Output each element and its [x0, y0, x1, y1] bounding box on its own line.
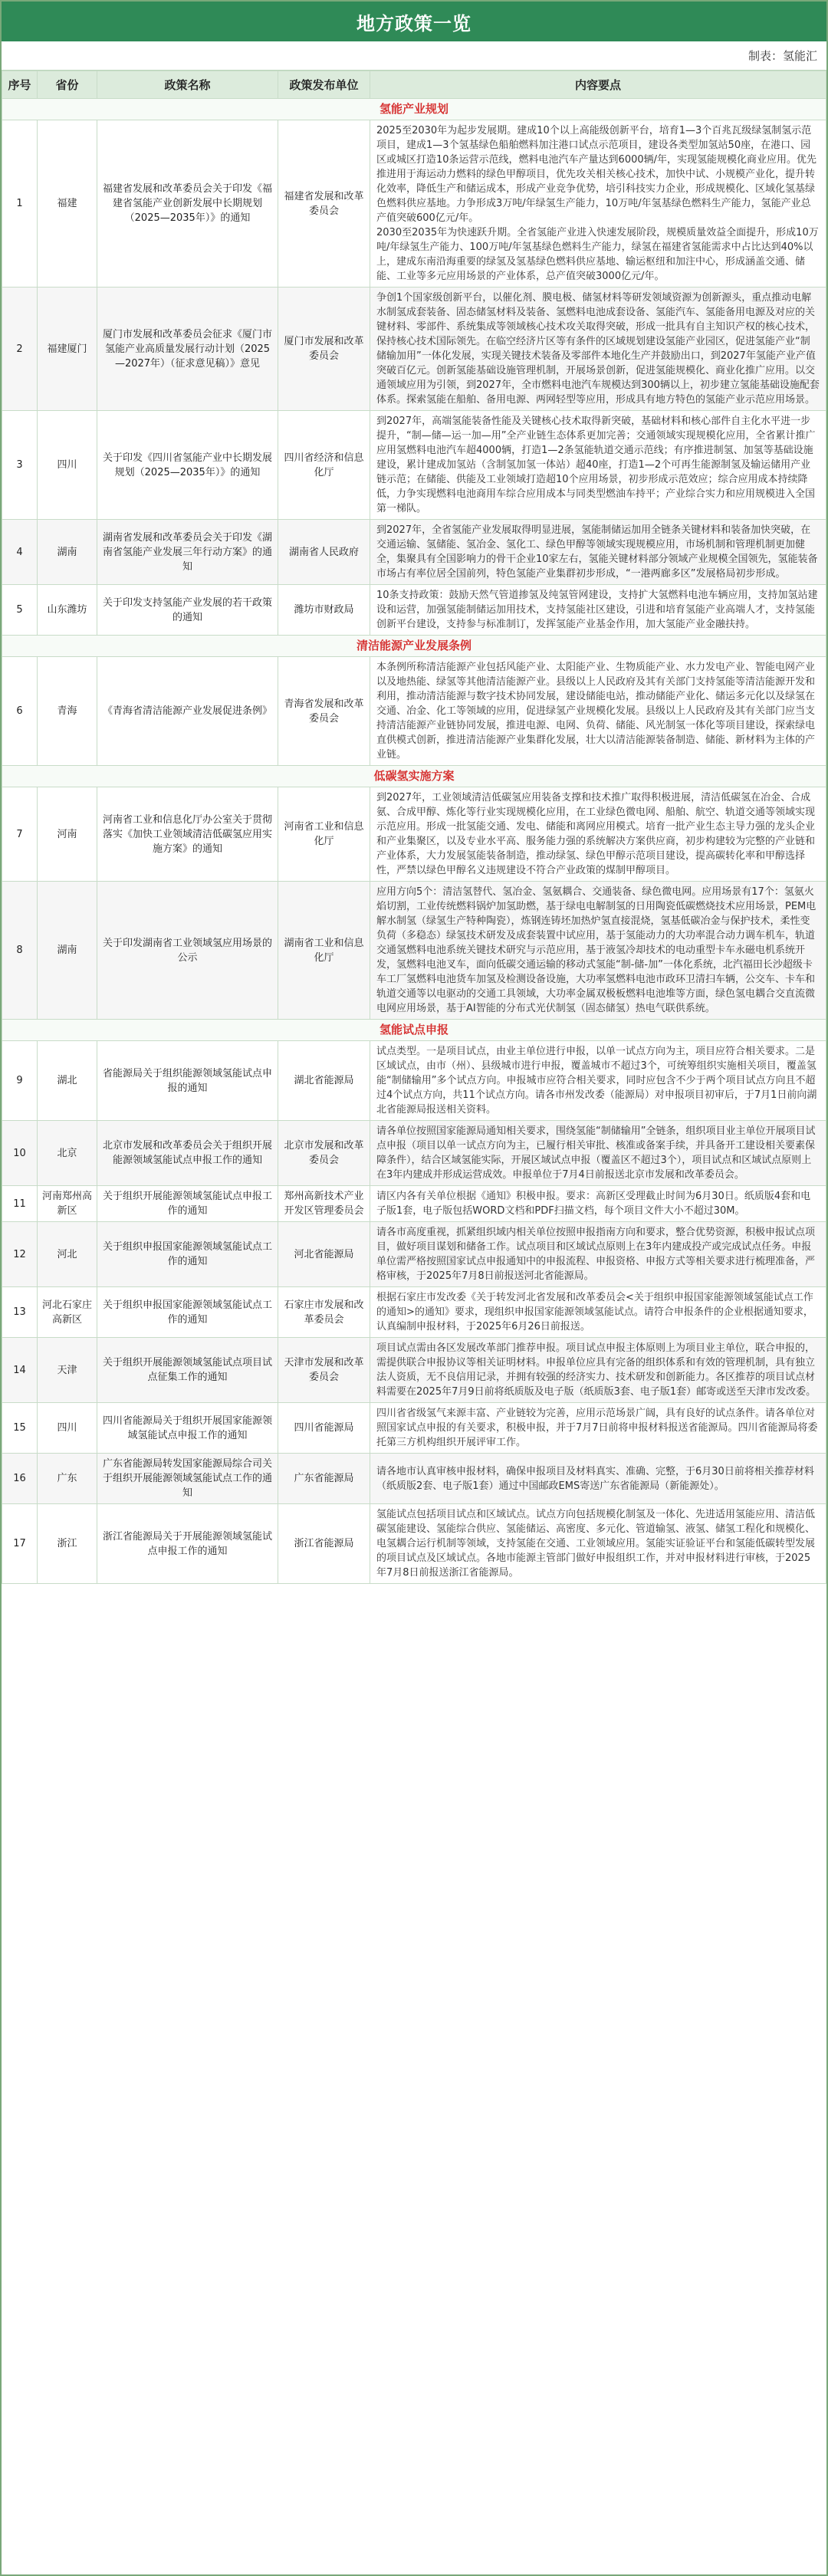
row-number: 4 [2, 520, 38, 585]
content-paragraph: 到2027年，工业领域清洁低碳氢应用装备支撑和技术推广取得积极进展，清洁低碳氢在冶金、合成氨、合成甲醇、炼化等行业实现规模化应用，在工业绿色微电网、船舶、航空、轨道交通等领域实现示范应用。形成一批氢能交通、发电、储能和离网应用模式。培育一批产业生态主导力强的龙头企业和产业集聚区，以及专业水平高、服务能力强的系统解决方案供应商，初步构建较为完整的产业链和产业体系，大力发展氢能装备制造，推动绿氢、绿色甲醇示范项目建设，提高碳转化率和甲醇选择性，严禁以绿色甲醇名义违规建设不符合产业政策的煤制甲醇项目。 [376, 792, 816, 876]
table-row [2, 288, 826, 411]
header-policy: 政策名称 [97, 71, 278, 99]
content-paragraph: 到2027年，高端氢能装备性能及关键核心技术取得新突破，基础材料和核心部件自主化水平进一步提升，“制—储—运一加—用”全产业链生态体系更加完善；交通领域实现规模化应用，全省累计推广应用氢燃料电池汽车超4000辆，打造1—2条氢能轨道交通示范线；有序推进制氢、加氢等基础设施建设，累计建成加氢站（含制氢加氢一体站）超40座，打造1—2个可再生能源制氢及输运储用产业链示范；在储能、供能及工业领域打造超10个应用场景，初步形成示范效应；综合应用成本持续降低，力争实现燃料电池商用车综合应用成本与同类型燃油车持平；产业综合实力和应用规模进入全国第一梯队。 [376, 416, 816, 514]
row-number: 8 [2, 882, 38, 1020]
section-row [2, 636, 826, 657]
row-policy-name: 厦门市发展和改革委员会征求《厦门市氢能产业高质量发展行动计划（2025—2027年）（征求意见稿）》意见 [97, 288, 278, 411]
row-province: 河南郑州高新区 [38, 1186, 97, 1222]
content-paragraph: 根据石家庄市发改委《关于转发河北省发展和改革委员会<关于组织申报国家能源领域氢能试点工作的通知>的通知》要求，现组织申报国家能源领域氢能试点。请符合申报条件的企业根据通知要求，认真编制申报材料，于2025年6月26日前报送。 [376, 1292, 813, 1332]
row-content [370, 787, 826, 882]
header-no: 序号 [2, 71, 38, 99]
header-province: 省份 [38, 71, 97, 99]
content-paragraph: 2025至2030年为起步发展期。建成10个以上高能级创新平台，培育1—3个百兆瓦级绿氢制氢示范项目，建成1—3个氢基绿色船舶燃料加注港口试点示范项目，建设各类型加氢站50座，在港口、园区或城区打造10条运营示范线，燃料电池汽车产量达到6000辆/年，实现氢能规模化商业应用。优先推进用于海运动力燃料的绿色甲醇项目，优先攻关相关核心技术，加快中试、小规模产业化，提升转化效率，降低生产和储运成本，形成产业竞争优势，培引科技实力企业，形成规模化、区域化氢基绿色燃料供应基地。力争形成3万吨/年绿氢生产能力，10万吨/年氢基绿色燃料生产能力，氢能产业总产值突破600亿元/年。 [376, 125, 817, 224]
row-issuer: 浙江省能源局 [278, 1504, 370, 1584]
row-province: 北京 [38, 1121, 97, 1186]
row-issuer: 四川省经济和信息化厅 [278, 411, 370, 520]
content-paragraph: 试点类型。一是项目试点，由业主单位进行申报，以单一试点方向为主，项目应符合相关要求。二是区域试点，由市（州）、县级城市进行申报，覆盖城市不超过3个，可统筹组织实施相关项目，覆盖氢能“制储输用”多个试点方向。申报城市应符合相关要求，同时应包含不少于两个项目试点方向且不超过4个试点方向，共11个试点方向。请各市州发改委（能源局）对申报项目初审后，于7月1日前向湖北省能源局报送相关资料。 [376, 1046, 817, 1116]
content-paragraph: 2030至2035年为快速跃升期。全省氢能产业进入快速发展阶段，规模质量效益全面提升，形成10万吨/年绿氢生产能力、100万吨/年氢基绿色燃料生产能力，绿氢在福建省氢能需求中占比达到40%以上，建成东南沿海重要的绿氢及氢基绿色燃料供应基地、输运枢纽和加注中心，形成涵盖交通、储能、工业等多元应用场景的产业体系，总产值突破3000亿元/年。 [376, 227, 819, 282]
row-province: 河北石家庄高新区 [38, 1287, 97, 1338]
row-issuer: 厦门市发展和改革委员会 [278, 288, 370, 411]
table-row [2, 1121, 826, 1186]
table-row [2, 657, 826, 766]
table-row [2, 1338, 826, 1403]
row-content [370, 882, 826, 1020]
row-content [370, 520, 826, 585]
row-content [370, 1121, 826, 1186]
header-row [2, 71, 826, 99]
row-number: 17 [2, 1504, 38, 1584]
section-title: 氢能产业规划 [2, 99, 826, 120]
row-policy-name: 四川省能源局关于组织开展国家能源领域氢能试点申报工作的通知 [97, 1403, 278, 1454]
row-issuer: 河南省工业和信息化厅 [278, 787, 370, 882]
section-row [2, 99, 826, 120]
content-paragraph: 10条支持政策：鼓励天然气管道掺氢及纯氢管网建设，支持扩大氢燃料电池车辆应用，支持加氢站建设和运营，加强氢能制储运加用技术，支持氢能社区建设，引进和培育氢能产业高端人才，支持氢能创新平台建设，支持参与标准制订，发挥氢能产业基金作用，加大氢能产业金融扶持。 [376, 590, 818, 630]
row-number: 2 [2, 288, 38, 411]
table-row [2, 1287, 826, 1338]
row-content [370, 657, 826, 766]
row-policy-name: 关于组织开展能源领域氢能试点申报工作的通知 [97, 1186, 278, 1222]
header-content: 内容要点 [370, 71, 826, 99]
content-paragraph: 应用方向5个：清洁氢替代、氢冶金、氢氨耦合、交通装备、绿色微电网。应用场景有17个：氢氨火焰切割，工业传统燃料锅炉加氢助燃，基于绿电电解制氢的日用陶瓷低碳燃烧技术应用场景，PEM电解水制氢（绿氢生产特种陶瓷），炼钢连铸坯加热炉氢直接混烧，氢基低碳冶金与保护技术，柔性变负荷（多稳态）绿氢技术研发及成套装置中试应用，基于氢能动力的大功率混合动力调车机车，轨道交通氢燃料电池系统关键技术研究与示范应用，基于液氢冷却技术的电动重型卡车永磁电机系统开发，氢燃料电池叉车，面向低碳交通运输的移动式氢能“制-储-加”一体化系统，北汽福田长沙超级卡车工厂氢燃料电池货车加氢及检测设备设施，大功率氢燃料电池市政环卫清扫车辆，公交车、卡车和轨道交通等以电驱动的交通工具领域，大功率金属双极板燃料电池堆等方面，绿色氢电耦合交直流微电网应用场景，基于AI智能的分布式光伏制氢（固态储氢）热电气联供系统。 [376, 886, 816, 1014]
content-paragraph: 请各地市认真审核申报材料，确保申报项目及材料真实、准确、完整，于6月30日前将相关推荐材料（纸质版2套、电子版1套）通过中国邮政EMS寄送广东省能源局（新能源处）。 [376, 1465, 814, 1492]
row-policy-name: 关于印发湖南省工业领域氢应用场景的公示 [97, 882, 278, 1020]
row-content [370, 1186, 826, 1222]
row-province: 福建厦门 [38, 288, 97, 411]
row-province: 四川 [38, 1403, 97, 1454]
table-row [2, 1222, 826, 1287]
section-title: 氢能试点申报 [2, 1020, 826, 1041]
row-policy-name: 浙江省能源局关于开展能源领域氢能试点申报工作的通知 [97, 1504, 278, 1584]
row-province: 四川 [38, 411, 97, 520]
table-row [2, 1454, 826, 1504]
table-row [2, 1504, 826, 1584]
row-number: 6 [2, 657, 38, 766]
row-content [370, 411, 826, 520]
row-issuer: 福建省发展和改革委员会 [278, 120, 370, 288]
row-policy-name: 关于印发《四川省氢能产业中长期发展规划（2025—2035年）》的通知 [97, 411, 278, 520]
row-content [370, 1287, 826, 1338]
row-policy-name: 关于组织申报国家能源领域氢能试点工作的通知 [97, 1222, 278, 1287]
row-number: 5 [2, 585, 38, 636]
content-paragraph: 到2027年，全省氢能产业发展取得明显进展，氢能制储运加用全链条关键材料和装备加快突破，在交通运输、氢储能、氢冶金、氢化工、绿色甲醇等领域实现规模应用，市场机制和管理机制更加健全，集聚具有全国影响力的骨干企业10家左右，氢能关键材料部分领域产业规模全国领先，氢能装备市场占有率位居全国前列，特色氢能产业集群初步形成，“一港两廊多区”发展格局初步形成。 [376, 524, 818, 580]
row-issuer: 四川省能源局 [278, 1403, 370, 1454]
row-province: 湖北 [38, 1041, 97, 1121]
row-number: 16 [2, 1454, 38, 1504]
content-paragraph: 本条例所称清洁能源产业包括风能产业、太阳能产业、生物质能产业、水力发电产业、智能电网产业以及地热能、绿氢等其他清洁能源产业。县级以上人民政府及其有关部门支持氢能等清洁能源开发和利用，推动清洁能源与数字技术协同发展，建设储能电站，推动储能产业化、储运多元化以及绿氢在交通、冶金、化工等领域的应用，促进绿氢产业规模化发展。县级以上人民政府及其有关部门应当支持清洁能源产业链协同发展，推进电源、电网、负荷、储能、风光制氢一体化等项目建设，探索绿电直供模式创新，推进清洁能源产业集群化发展，壮大以清洁能源装备制造、储能、新材料为主体的产业链。 [376, 662, 816, 761]
row-content [370, 1041, 826, 1121]
row-policy-name: 关于组织开展能源领域氢能试点项目试点征集工作的通知 [97, 1338, 278, 1403]
row-issuer: 北京市发展和改革委员会 [278, 1121, 370, 1186]
content-paragraph: 氢能试点包括项目试点和区域试点。试点方向包括规模化制氢及一体化、先进适用氢能应用、清洁低碳氢能建设、氢能综合供应、氢能储运、高密度、多元化、管道输氢、液氢、储氢工程化和规模化、电氢耦合运行机制等领域，支持氢能在交通、工业领域应用。氢能实证验证平台和氢能低碳转型发展的项目试点及区域试点。各地市能源主管部门做好申报组织工作，并对申报材料进行审核，于2025年7月8日前报送浙江省能源局。 [376, 1509, 816, 1579]
row-province: 广东 [38, 1454, 97, 1504]
row-number: 15 [2, 1403, 38, 1454]
row-number: 10 [2, 1121, 38, 1186]
content-paragraph: 请各单位按照国家能源局通知相关要求，围绕氢能“制储输用”全链条，组织项目业主单位开展项目试点申报（项目以单一试点方向为主，已履行相关审批、核准或备案手续，并具备开工建设相关要素保障条件），结合区域氢能实际，开展区域试点申报（覆盖区不超过3个），项目试点和区域试点原则上在3年内建成并形成运营成效。申报单位于7月4日前报送北京市发展和改革委员会。 [376, 1125, 816, 1181]
row-number: 14 [2, 1338, 38, 1403]
header-issuer: 政策发布单位 [278, 71, 370, 99]
row-policy-name: 《青海省清洁能源产业发展促进条例》 [97, 657, 278, 766]
row-policy-name: 北京市发展和改革委员会关于组织开展能源领域氢能试点申报工作的通知 [97, 1121, 278, 1186]
row-content [370, 1338, 826, 1403]
section-row [2, 766, 826, 787]
row-number: 11 [2, 1186, 38, 1222]
row-province: 河南 [38, 787, 97, 882]
section-title: 清洁能源产业发展条例 [2, 636, 826, 657]
row-policy-name: 关于组织申报国家能源领域氢能试点工作的通知 [97, 1287, 278, 1338]
row-content [370, 585, 826, 636]
row-province: 天津 [38, 1338, 97, 1403]
row-content [370, 288, 826, 411]
content-paragraph: 四川省省级氢气来源丰富、产业链较为完善，应用示范场景广阔，具有良好的试点条件。请各单位对照国家试点申报的有关要求，积极申报，并于7月7日前将申报材料报送省能源局。四川省能源局将委托第三方机构组织开展评审工作。 [376, 1408, 818, 1448]
row-issuer: 青海省发展和改革委员会 [278, 657, 370, 766]
row-number: 13 [2, 1287, 38, 1338]
row-province: 山东潍坊 [38, 585, 97, 636]
table-row [2, 411, 826, 520]
row-policy-name: 河南省工业和信息化厅办公室关于贯彻落实《加快工业领域清洁低碳氢应用实施方案》的通知 [97, 787, 278, 882]
row-policy-name: 省能源局关于组织能源领域氢能试点申报的通知 [97, 1041, 278, 1121]
row-province: 湖南 [38, 520, 97, 585]
row-content [370, 1454, 826, 1504]
row-issuer: 天津市发展和改革委员会 [278, 1338, 370, 1403]
table-row [2, 520, 826, 585]
row-issuer: 河北省能源局 [278, 1222, 370, 1287]
row-issuer: 郑州高新技术产业开发区管理委员会 [278, 1186, 370, 1222]
table-row [2, 585, 826, 636]
content-paragraph: 争创1个国家级创新平台，以催化剂、膜电极、储氢材料等研发领域资源为创新源头，重点推动电解水制氢成套装备、固态储氢材料及装备、氢燃料电池成套设备、氢能汽车、氢能备用电源及对应的关键材料、零部件、系统集成等领域核心技术攻关取得突破，形成一批具有自主知识产权的核心技术，保持核心技术国际领先。在临空经济片区等有条件的区域规划建设氢能产业园区，促进氢能产业“制储输加用”一体化发展，实现关键技术装备及零部件本地化生产并鼓励出口，到2027年氢能产业产值突破百亿元。创新氢能基础设施管理机制，开展场景创新，促进氢能规模化、商业化推广应用。以交通领域应用为引领，到2027年，全市燃料电池汽车规模达到300辆以上，初步建立氢能基础设施配套体系。探索氢能在船舶、备用电源、两网轻型等应用，形成具有地方特色的氢能产业示范应用场景。 [376, 292, 820, 406]
row-issuer: 湖南省人民政府 [278, 520, 370, 585]
table-body [2, 99, 826, 1584]
row-province: 湖南 [38, 882, 97, 1020]
row-issuer: 广东省能源局 [278, 1454, 370, 1504]
row-province: 河北 [38, 1222, 97, 1287]
table-row [2, 1041, 826, 1121]
row-number: 9 [2, 1041, 38, 1121]
row-policy-name: 湖南省发展和改革委员会关于印发《湖南省氢能产业发展三年行动方案》的通知 [97, 520, 278, 585]
table-row [2, 1403, 826, 1454]
row-content [370, 1403, 826, 1454]
row-province: 福建 [38, 120, 97, 288]
row-number: 7 [2, 787, 38, 882]
table-row [2, 1186, 826, 1222]
row-issuer: 湖南省工业和信息化厅 [278, 882, 370, 1020]
policy-table [2, 71, 826, 1584]
page-title: 地方政策一览 [2, 2, 826, 41]
row-number: 3 [2, 411, 38, 520]
row-issuer: 湖北省能源局 [278, 1041, 370, 1121]
row-content [370, 120, 826, 288]
row-number: 12 [2, 1222, 38, 1287]
table-row [2, 882, 826, 1020]
row-policy-name: 福建省发展和改革委员会关于印发《福建省氢能产业创新发展中长期规划（2025—2035年）》的通知 [97, 120, 278, 288]
producer-label: 制表：氢能汇 [2, 41, 826, 71]
content-paragraph: 请各市高度重视，抓紧组织域内相关单位按照申报指南方向和要求，整合优势资源，积极申报试点项目，做好项目谋划和储备工作。试点项目和区域试点原则上在3年内建成投产或完成试点任务。申报单位需严格按照国家试点申报通知中的申报流程、申报资格、申报方式等相关要求进行梳理准备，严格审核，于2025年7月8日前报送河北省能源局。 [376, 1227, 816, 1282]
section-row [2, 1020, 826, 1041]
table-row [2, 787, 826, 882]
row-issuer: 石家庄市发展和改革委员会 [278, 1287, 370, 1338]
row-number: 1 [2, 120, 38, 288]
row-province: 青海 [38, 657, 97, 766]
row-content [370, 1504, 826, 1584]
row-issuer: 潍坊市财政局 [278, 585, 370, 636]
section-title: 低碳氢实施方案 [2, 766, 826, 787]
row-policy-name: 关于印发支持氢能产业发展的若干政策的通知 [97, 585, 278, 636]
content-paragraph: 请区内各有关单位根据《通知》积极申报。要求：高新区受理截止时间为6月30日。纸质版4套和电子版1套，电子版包括WORD文档和PDF扫描文档，每个项目文件大小不超过30M。 [376, 1191, 811, 1217]
row-policy-name: 广东省能源局转发国家能源局综合司关于组织开展能源领域氢能试点工作的通知 [97, 1454, 278, 1504]
row-content [370, 1222, 826, 1287]
content-paragraph: 项目试点需由各区发展改革部门推荐申报。项目试点申报主体原则上为项目业主单位，联合申报的，需提供联合申报协议等相关证明材料。申报单位应具有完备的组织体系和有效的管理机制，具有独立法人资质，无不良信用记录，并拥有较强的经济实力、技术研发和创新能力。各区推荐的项目试点材料需要在2025年7月9日前将纸质版及电子版（纸质版3套、电子版1套）邮寄或送至天津市发改委。 [376, 1342, 816, 1398]
table-row [2, 120, 826, 288]
row-province: 浙江 [38, 1504, 97, 1584]
